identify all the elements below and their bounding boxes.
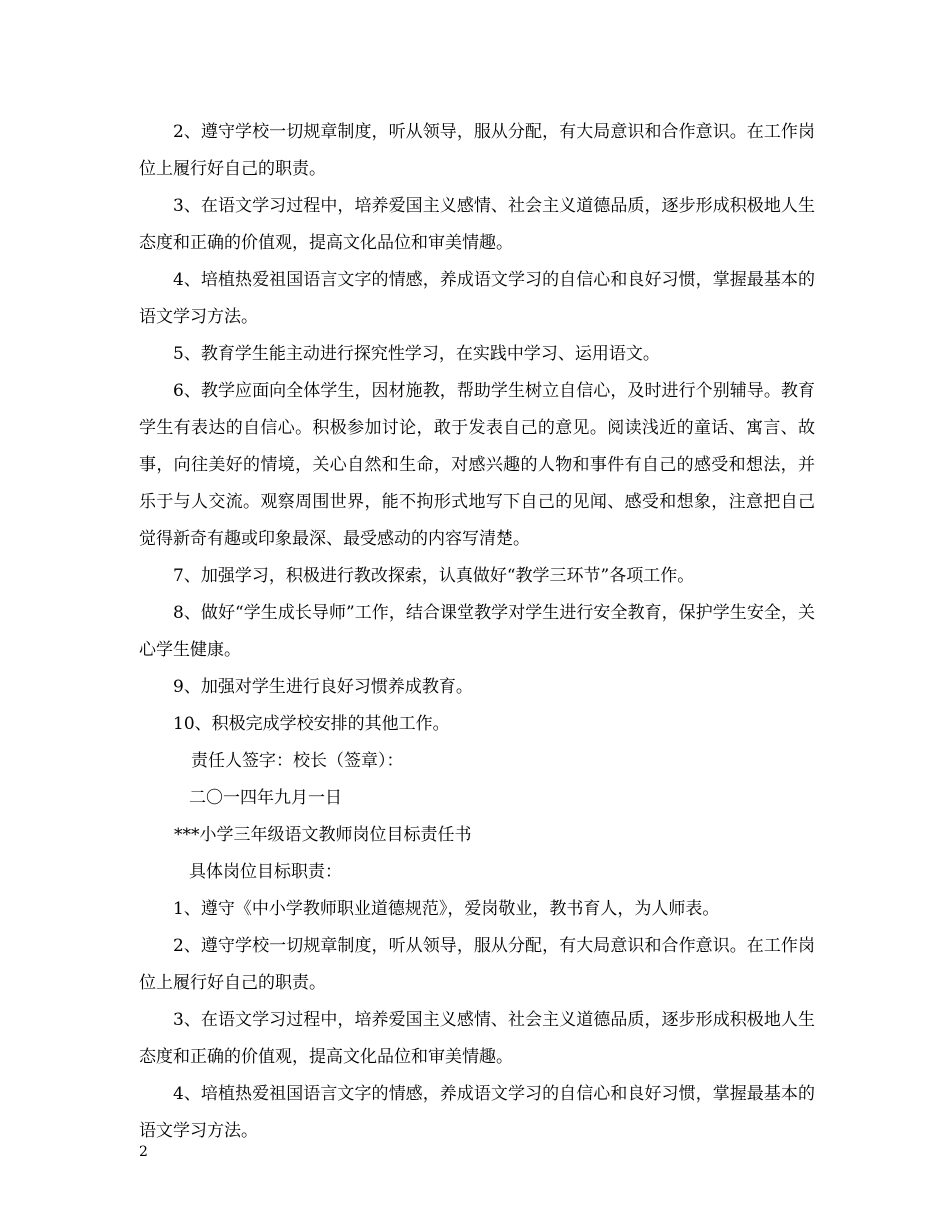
paragraph: 7、加强学习，积极进行教改探索，认真做好“教学三环节”各项工作。 [173, 566, 695, 586]
document-body [139, 114, 815, 1150]
paragraph: 2、遵守学校一切规章制度，听从领导，服从分配，有大局意识和合作意识。在工作岗位上履行好自己的职责。 [139, 122, 815, 179]
paragraph: 4、培植热爱祖国语言文字的情感，养成语文学习的自信心和良好习惯，掌握最基本的语文学习方法。 [139, 1084, 815, 1141]
paragraph: 3、在语文学习过程中，培养爱国主义感情、社会主义道德品质，逐步形成积极地人生态度和正确的价值观，提高文化品位和审美情趣。 [139, 196, 815, 253]
date-line: 二〇一四年九月一日 [189, 788, 342, 808]
paragraph: 1、遵守《中小学教师职业道德规范》，爱岗敬业，教书育人，为人师表。 [173, 899, 720, 919]
signature-line: 责任人签字：校长（签章）： [191, 751, 404, 771]
paragraph: 4、培植热爱祖国语言文字的情感，养成语文学习的自信心和良好习惯，掌握最基本的语文学习方法。 [139, 270, 815, 327]
section-heading: 具体岗位目标职责： [189, 862, 342, 882]
paragraph: 2、遵守学校一切规章制度，听从领导，服从分配，有大局意识和合作意识。在工作岗位上履行好自己的职责。 [139, 936, 815, 993]
paragraph: 8、做好“学生成长导师”工作，结合课堂教学对学生进行安全教育，保护学生安全，关心学生健康。 [139, 603, 815, 660]
paragraph: 5、教育学生能主动进行探究性学习，在实践中学习、运用语文。 [173, 344, 660, 364]
paragraph: 10、积极完成学校安排的其他工作。 [173, 714, 450, 734]
paragraph: 6、教学应面向全体学生，因材施教，帮助学生树立自信心，及时进行个别辅导。教育学生有表达的自信心。积极参加讨论，敢于发表自己的意见。阅读浅近的童话、寓言、故事，向往美好的情境，关心自然和生命，对感兴趣的人物和事件有自己的感受和想法，并乐于与人交流。观察周围世界，能不拘形式地写下自己的见闻、感受和想象，注意把自己觉得新奇有趣或印象最深、最受感动的内容写清楚。 [139, 381, 815, 549]
paragraph: 9、加强对学生进行良好习惯养成教育。 [173, 677, 473, 697]
paragraph: 3、在语文学习过程中，培养爱国主义感情、社会主义道德品质，逐步形成积极地人生态度和正确的价值观，提高文化品位和审美情趣。 [139, 1010, 815, 1067]
page-number: 2 [139, 1144, 148, 1160]
document-title: ***小学三年级语文教师岗位目标责任书 [174, 825, 472, 845]
